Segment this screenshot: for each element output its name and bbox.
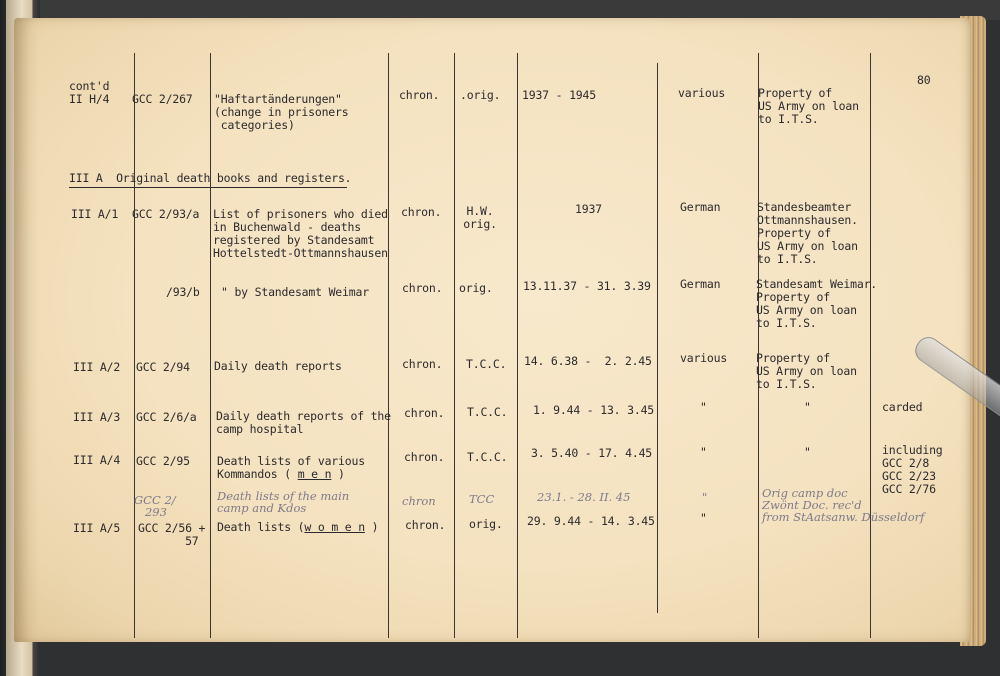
column-rule [870, 53, 871, 638]
entry-call-number: GCC 2/94 [136, 360, 190, 374]
entry-description: Death lists of various Kommandos ( m e n ) [217, 454, 365, 481]
entry-call-number: GCC 2/267 [132, 92, 193, 106]
entry-dates: 3. 5.40 - 17. 4.45 [531, 446, 653, 460]
handwritten-arrangement: chron [402, 494, 436, 508]
entry-call-number: GCC 2/95 [136, 454, 190, 468]
entry-remarks: Standesbeamter Ottmannshausen. Property of US Army on loan to I.T.S. [757, 200, 858, 266]
entry-notes: including GCC 2/8 GCC 2/23 GCC 2/76 [882, 443, 943, 496]
entry-arrangement: chron. [402, 357, 443, 371]
entry-call-number: GCC 2/93/a [132, 207, 200, 221]
entry-ref: III A/4 [73, 453, 121, 467]
handwritten-language: " [702, 490, 708, 504]
entry-remarks: " [804, 400, 811, 414]
entry-language: German [680, 277, 721, 291]
entry-dates: 1. 9.44 - 13. 3.45 [533, 403, 655, 417]
entry-ref: cont'd II H/4 [69, 79, 110, 106]
entry-language: " [700, 511, 707, 525]
entry-arrangement: chron. [404, 406, 445, 420]
entry-call-number: GCC 2/56 + 57 [138, 521, 206, 548]
entry-dates: 29. 9.44 - 14. 3.45 [527, 514, 655, 528]
entry-description: " by Standesamt Weimar [221, 285, 369, 299]
entry-remarks: " [804, 445, 811, 459]
entry-form: .orig. [460, 88, 501, 102]
ledger-page [14, 18, 970, 642]
entry-description: Daily death reports [214, 359, 342, 373]
entry-arrangement: chron. [401, 205, 442, 219]
entry-form: orig. [469, 517, 503, 531]
entry-remarks: Property of US Army on loan to I.T.S. [758, 86, 859, 126]
entry-language: various [678, 86, 726, 100]
column-rule [388, 53, 389, 638]
entry-description: Death lists (w o m e n ) [217, 520, 379, 534]
entry-notes: carded [882, 400, 923, 414]
column-rule [758, 53, 759, 638]
entry-call-number: GCC 2/6/a [136, 410, 197, 424]
page-number: 80 [917, 73, 931, 87]
entry-language: " [700, 445, 707, 459]
entry-dates: 1937 - 1945 [522, 88, 596, 102]
entry-dates: 14. 6.38 - 2. 2.45 [524, 354, 652, 368]
entry-remarks: Standesamt Weimar. Property of US Army on loan to I.T.S. [756, 277, 878, 330]
section-heading: III A Original death books and registers. [69, 171, 352, 185]
entry-ref: III A/3 [73, 410, 121, 424]
entry-form: H.W. orig. [463, 204, 497, 231]
entry-language: German [680, 200, 721, 214]
entry-arrangement: chron. [405, 518, 446, 532]
handwritten-description: Death lists of the main camp and Kdos [217, 489, 350, 515]
entry-remarks: Property of US Army on loan to I.T.S. [756, 351, 857, 391]
backdrop [0, 0, 1000, 20]
handwritten-form: TCC [469, 492, 495, 506]
entry-form: T.C.C. [466, 357, 507, 371]
column-rule [134, 53, 135, 638]
entry-arrangement: chron. [399, 88, 440, 102]
entry-language: " [700, 400, 707, 414]
handwritten-dates: 23.1. - 28. II. 45 [537, 490, 631, 504]
entry-description: List of prisoners who died in Buchenwald - deaths registered by Standesamt Hottelstedt-Ottmannshausen [213, 207, 388, 260]
entry-form: T.C.C. [467, 405, 508, 419]
entry-dates: 13.11.37 - 31. 3.39 [523, 279, 651, 293]
entry-ref: III A/2 [73, 360, 121, 374]
entry-dates: 1937 [575, 202, 602, 216]
entry-ref: III A/1 [71, 207, 119, 221]
entry-description: "Haftartänderungen" (change in prisoners categories) [214, 92, 349, 132]
handwritten-call-number: GCC 2/ 293 [134, 493, 176, 519]
entry-form: T.C.C. [467, 450, 508, 464]
column-rule [517, 53, 518, 638]
entry-language: various [680, 351, 728, 365]
column-rule [454, 53, 455, 638]
column-rule [657, 63, 658, 613]
entry-arrangement: chron. [402, 281, 443, 295]
column-rule [210, 53, 211, 638]
entry-form: orig. [459, 281, 493, 295]
entry-ref: III A/5 [73, 521, 121, 535]
entry-arrangement: chron. [404, 450, 445, 464]
entry-call-number: /93/b [166, 285, 200, 299]
handwritten-remarks: Orig camp doc Zwönt Doc. rec'd from StAatsanw. Düsseldorf [762, 486, 925, 524]
section-heading-underline [69, 187, 347, 188]
entry-description: Daily death reports of the camp hospital [216, 409, 391, 436]
